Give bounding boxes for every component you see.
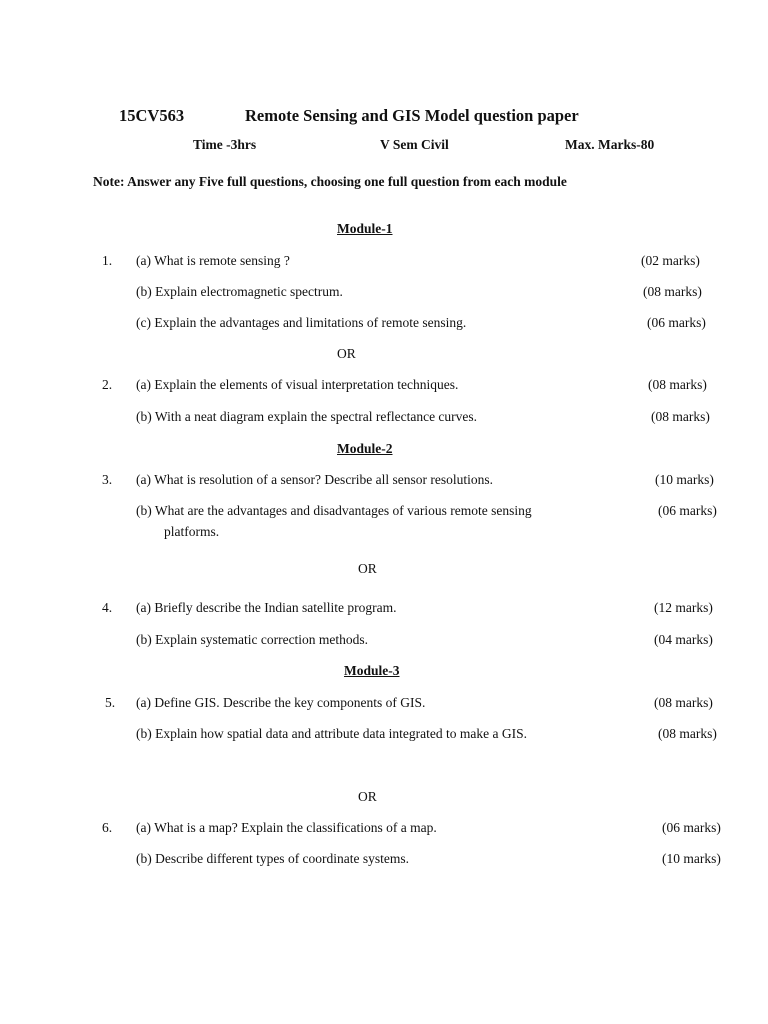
- or-separator: OR: [337, 346, 356, 361]
- question-number: 1.: [102, 253, 113, 268]
- question-text: (a) What is a map? Explain the classifications of a map.: [136, 820, 437, 835]
- or-separator: OR: [358, 561, 377, 576]
- max-marks: Max. Marks-80: [565, 137, 655, 152]
- question-text: (b) Explain how spatial data and attribute data integrated to make a GIS.: [136, 726, 527, 741]
- question-number: 2.: [102, 377, 113, 392]
- course-code: 15CV563: [119, 106, 185, 125]
- question-text: (b) What are the advantages and disadvantages of various remote sensing: [136, 503, 532, 518]
- question-marks: (10 marks): [662, 851, 721, 866]
- question-marks: (08 marks): [654, 695, 713, 710]
- question-text: (a) Define GIS. Describe the key components of GIS.: [136, 695, 426, 710]
- or-separator: OR: [358, 789, 377, 804]
- question-text: (b) Explain electromagnetic spectrum.: [136, 284, 343, 299]
- question-text: (a) Briefly describe the Indian satellite program.: [136, 600, 397, 615]
- question-marks: (04 marks): [654, 632, 713, 647]
- question-text: (a) What is remote sensing ?: [136, 253, 290, 268]
- question-marks: (08 marks): [648, 377, 707, 392]
- question-number: 6.: [102, 820, 113, 835]
- question-marks: (06 marks): [662, 820, 721, 835]
- question-marks: (06 marks): [658, 503, 717, 518]
- question-marks: (10 marks): [655, 472, 714, 487]
- question-marks: (02 marks): [641, 253, 700, 268]
- question-text: (b) With a neat diagram explain the spectral reflectance curves.: [136, 409, 478, 424]
- question-text: (b) Describe different types of coordinate systems.: [136, 851, 410, 866]
- question-number: 3.: [102, 472, 113, 487]
- question-number: 5.: [105, 695, 116, 710]
- module-1-heading: Module-1: [337, 221, 393, 236]
- question-text: (b) Explain systematic correction methods.: [136, 632, 369, 647]
- question-marks: (06 marks): [647, 315, 706, 330]
- question-text: (a) What is resolution of a sensor? Describe all sensor resolutions.: [136, 472, 494, 487]
- instructions-note: Note: Answer any Five full questions, choosing one full question from each module: [93, 174, 567, 189]
- question-marks: (08 marks): [651, 409, 710, 424]
- question-text: (c) Explain the advantages and limitations of remote sensing.: [136, 315, 467, 330]
- question-number: 4.: [102, 600, 113, 615]
- question-marks: (08 marks): [658, 726, 717, 741]
- paper-title: Remote Sensing and GIS Model question paper: [245, 106, 579, 125]
- question-marks: (08 marks): [643, 284, 702, 299]
- question-text: (a) Explain the elements of visual interpretation techniques.: [136, 377, 459, 392]
- module-2-heading: Module-2: [337, 441, 393, 456]
- question-marks: (12 marks): [654, 600, 713, 615]
- semester: V Sem Civil: [380, 137, 449, 152]
- module-3-heading: Module-3: [344, 663, 400, 678]
- question-text-continuation: platforms.: [164, 524, 220, 539]
- time-allowed: Time -3hrs: [193, 137, 257, 152]
